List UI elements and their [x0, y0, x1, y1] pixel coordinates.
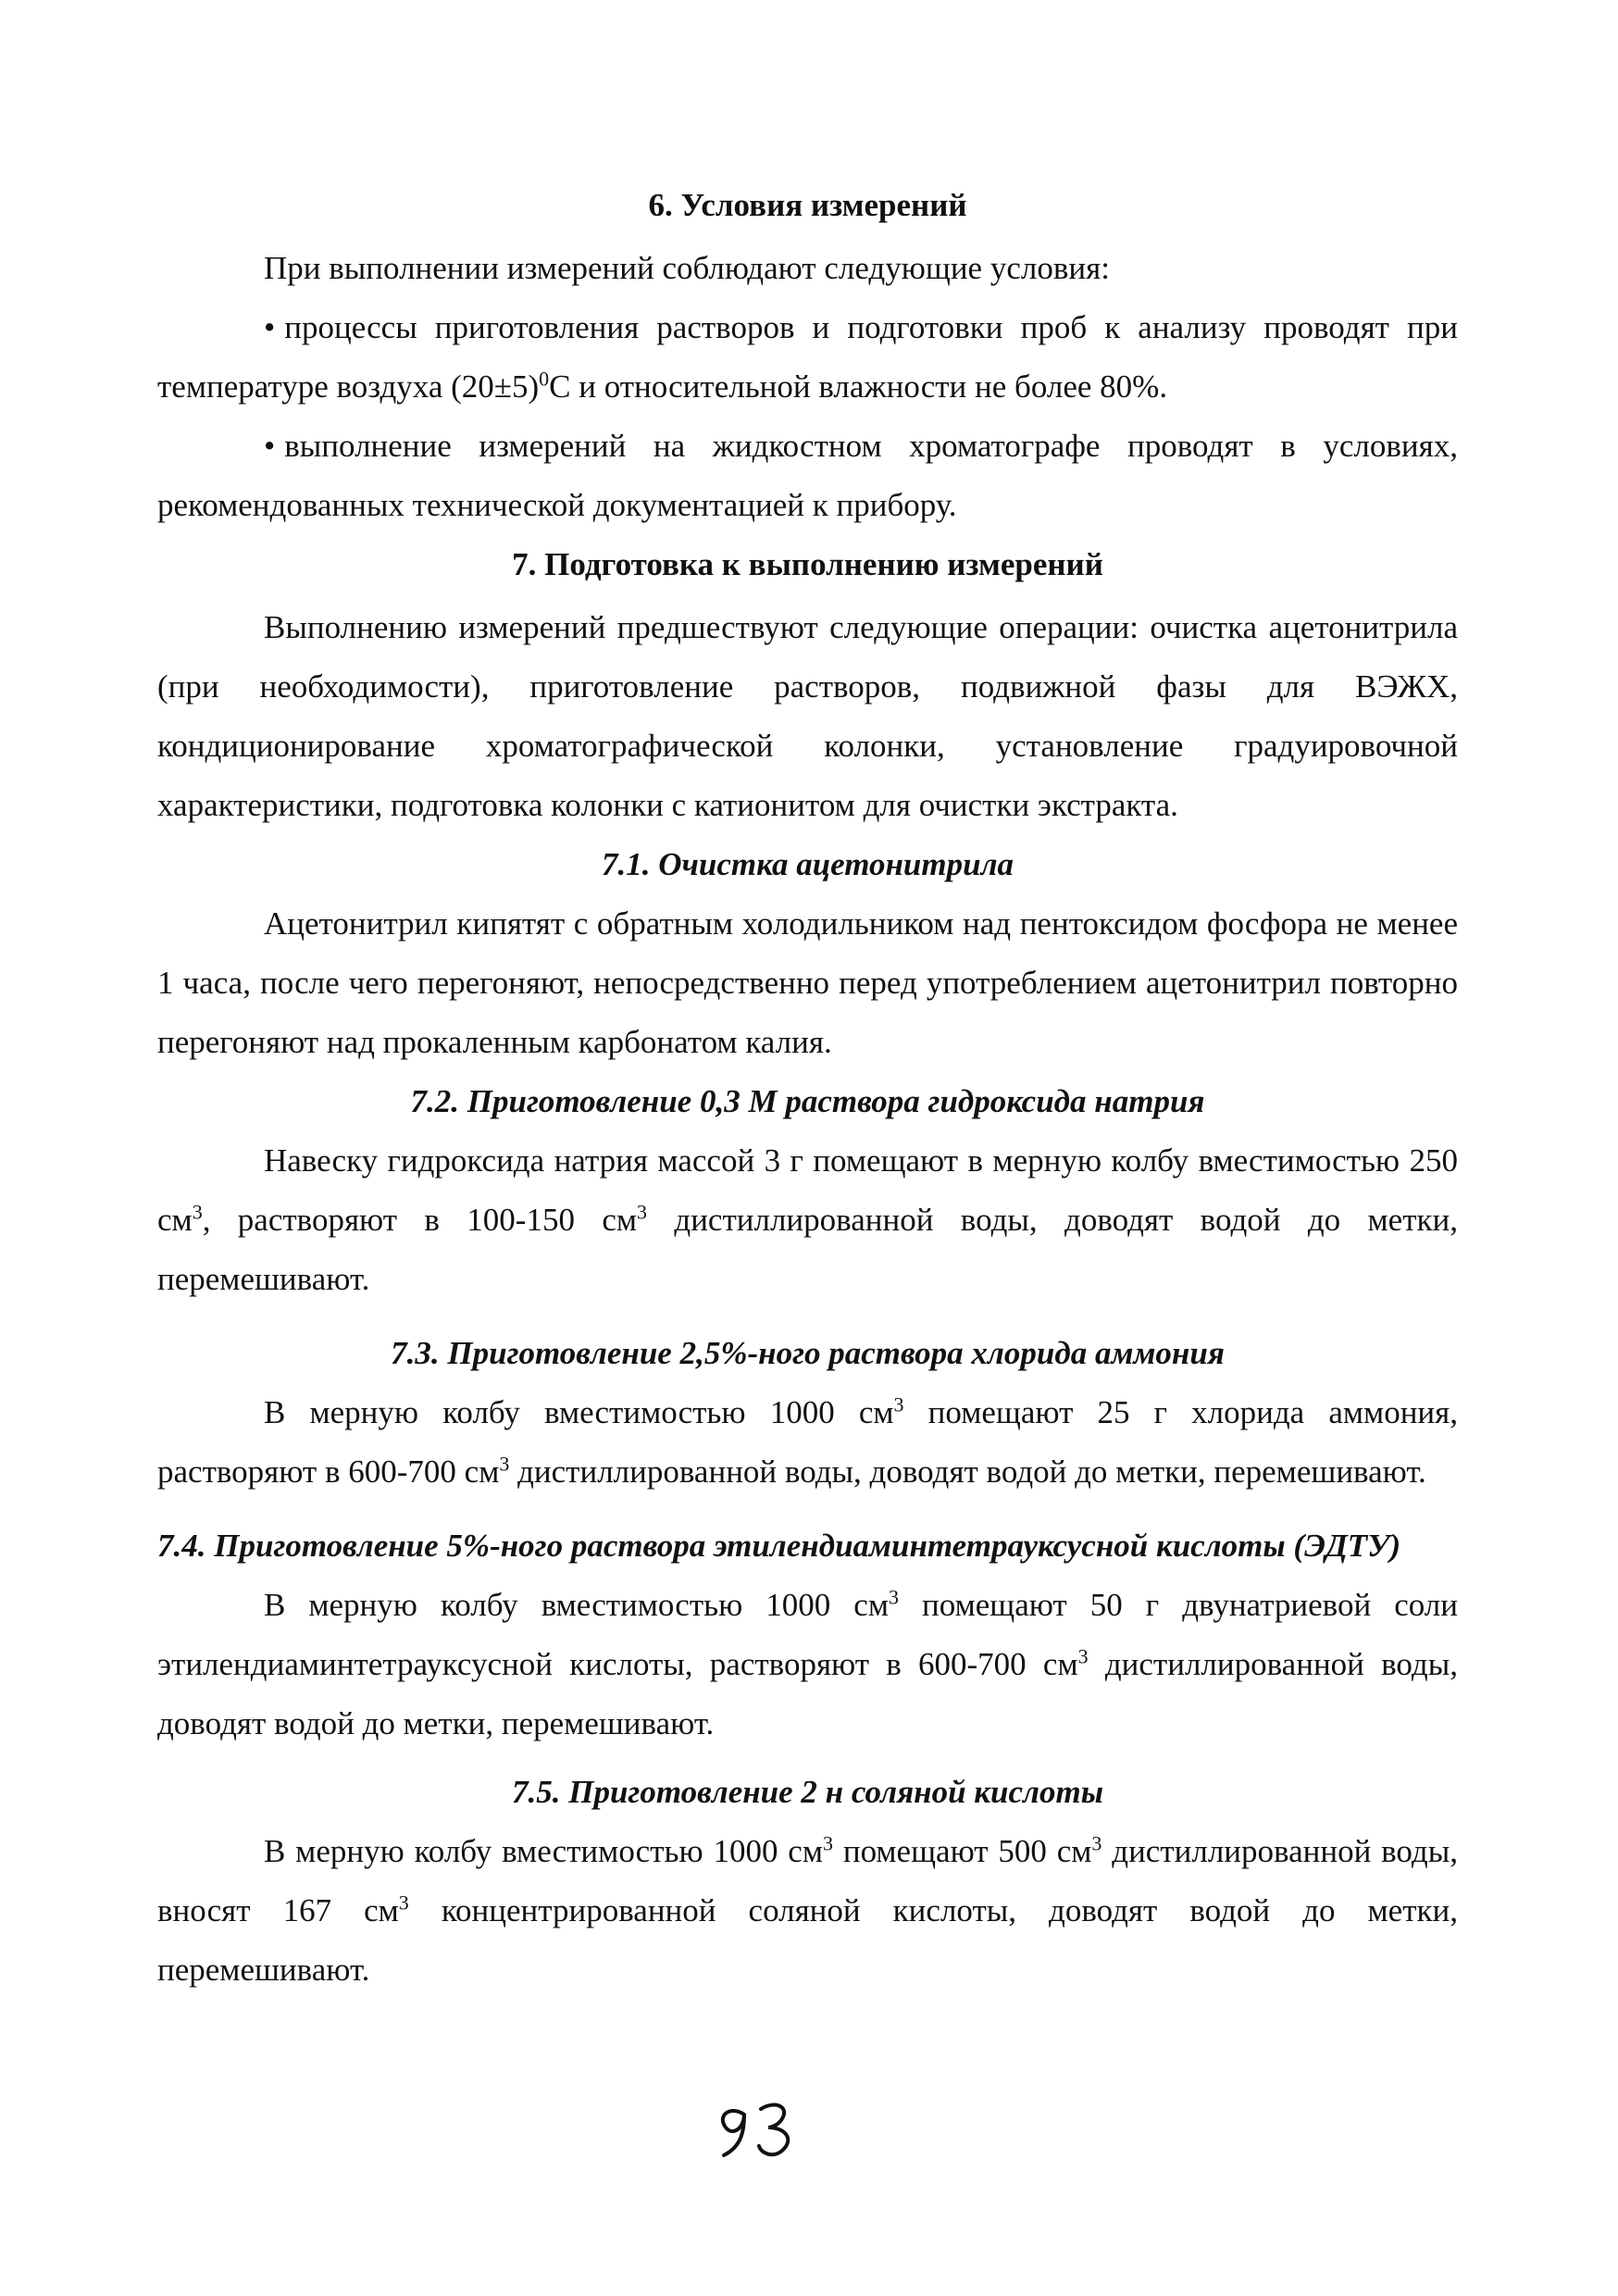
subsection-7-3-text: В мерную колбу вместимостью 1000 $см^3$ помещают 25 г хлорида аммония, растворяют в 600-700 $см^3$ дистиллированной воды, доводят водой до метки, перемешивают. [157, 1392, 1458, 1490]
bullet-icon: • [264, 309, 276, 345]
section-6-intro: При выполнении измерений соблюдают следующие условия: [264, 250, 1110, 286]
subsection-7-1-title: 7.1. Очистка ацетонитрила [601, 846, 1014, 882]
section-7-intro: Выполнению измерений предшествуют следующие операции: очистка ацетонитрила (при необходимости), приготовление растворов, подвижной фазы для ВЭЖХ, кондиционирование хроматографической колонки, установление градуировочной характеристики, подготовка колонки с катионитом для очистки экстракта. [157, 609, 1458, 823]
subsection-7-5-text: В мерную колбу вместимостью 1000 $см^3$ помещают 500 $см^3$ дистиллированной воды, вносят 167 $см^3$ концентрированной соляной кислоты, доводят водой до метки, перемешивают. [157, 1831, 1458, 1988]
document-page [157, 176, 1458, 2000]
handwritten-page-number [703, 2090, 815, 2165]
subsection-7-4-text: В мерную колбу вместимостью 1000 $см^3$ помещают 50 г двунатриевой соли этилендиаминтетрауксусной кислоты, растворяют в 600-700 $см^3$ дистиллированной воды, доводят водой до метки, перемешивают. [157, 1585, 1458, 1741]
section-6-title: 6. Условия измерений [648, 187, 967, 223]
section-6-bullet-1: • процессы приготовления растворов и подготовки проб к анализу проводят при температуре воздуха $(20\pm 5)^0С$ и относительной влажности не более 80%. [157, 309, 1458, 405]
subsection-7-2-text: Навеску гидроксида натрия массой 3 г помещают в мерную колбу вместимостью 250 $см^3$, растворяют в 100-150 $см^3$ дистиллированной воды, доводят водой до метки, перемешивают. [157, 1142, 1458, 1297]
subsection-7-3-title: 7.3. Приготовление 2,5%-ного раствора хлорида аммония [391, 1335, 1225, 1371]
bullet-icon: • [264, 428, 276, 464]
subsection-7-4-title: 7.4. Приготовление 5%-ного раствора этилендиаминтетрауксусной кислоты (ЭДТУ) [157, 1528, 1401, 1564]
section-7-title: 7. Подготовка к выполнению измерений [512, 546, 1103, 582]
subsection-7-2-title: 7.2. Приготовление 0,3 М раствора гидроксида натрия [410, 1083, 1205, 1119]
subsection-7-1-text: Ацетонитрил кипятят с обратным холодильником над пентоксидом фосфора не менее 1 часа, после чего перегоняют, непосредственно перед употреблением ацетонитрил повторно перегоняют над прокаленным карбонатом калия. [157, 905, 1458, 1060]
section-6-bullet-2: • выполнение измерений на жидкостном хроматографе проводят в условиях, рекомендованных технической документацией к прибору. [157, 428, 1458, 523]
subsection-7-5-title: 7.5. Приготовление 2 н соляной кислоты [511, 1774, 1103, 1810]
